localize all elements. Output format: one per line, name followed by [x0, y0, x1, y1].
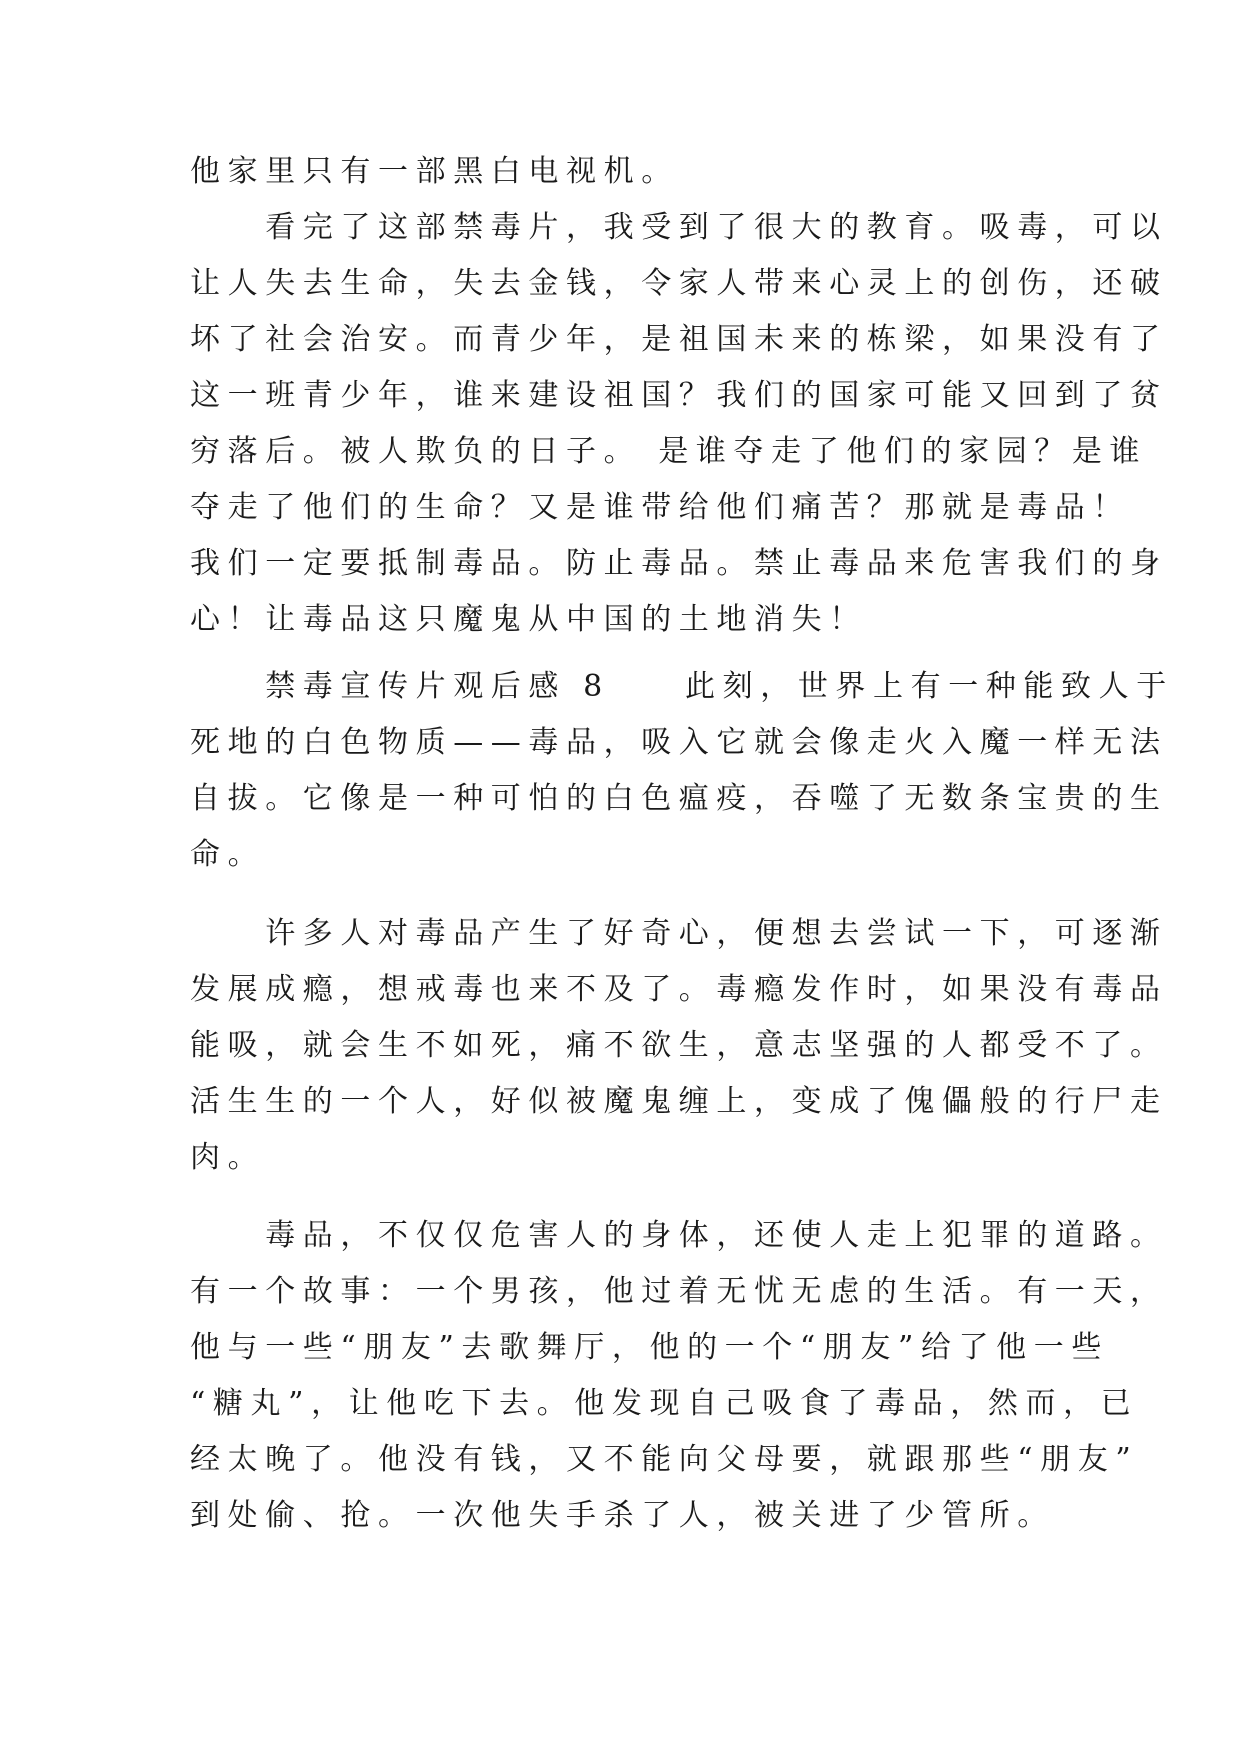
text-line: 有一个故事：一个男孩，他过着无忧无虑的生活。有一天，: [190, 1274, 1168, 1309]
text-line: 穷落后。被人欺负的日子。 是谁夺走了他们的家园？是谁: [190, 434, 1148, 469]
text-line: 命。: [190, 837, 266, 872]
text-line: 活生生的一个人，好似被魔鬼缠上，变成了傀儡般的行尸走: [190, 1084, 1168, 1119]
text-line: 坏了社会治安。而青少年，是祖国未来的栋梁，如果没有了: [190, 322, 1168, 357]
text-line: 这一班青少年，谁来建设祖国？我们的国家可能又回到了贫: [190, 378, 1168, 413]
text-line: 夺走了他们的生命？又是谁带给他们痛苦？那就是毒品！: [190, 490, 1130, 525]
text-line: “糖丸”，让他吃下去。他发现自己吸食了毒品，然而，已: [190, 1386, 1139, 1421]
text-line: 看完了这部禁毒片，我受到了很大的教育。吸毒，可以: [190, 210, 1168, 245]
text-line: 到处偷、抢。一次他失手杀了人，被关进了少管所。: [190, 1498, 1055, 1533]
text-line: 他家里只有一部黑白电视机。: [190, 154, 679, 189]
text-line: 肉。: [190, 1140, 266, 1175]
text-line: 自拔。它像是一种可怕的白色瘟疫，吞噬了无数条宝贵的生: [190, 781, 1168, 816]
text-line: 禁毒宣传片观后感 8 此刻，世界上有一种能致人于: [190, 669, 1174, 704]
text-line: 发展成瘾，想戒毒也来不及了。毒瘾发作时，如果没有毒品: [190, 972, 1168, 1007]
text-line: 心！让毒品这只魔鬼从中国的土地消失！: [190, 602, 867, 637]
text-line: 能吸，就会生不如死，痛不欲生，意志坚强的人都受不了。: [190, 1028, 1168, 1063]
text-line: 许多人对毒品产生了好奇心，便想去尝试一下，可逐渐: [190, 916, 1168, 951]
text-line: 我们一定要抵制毒品。防止毒品。禁止毒品来危害我们的身: [190, 546, 1168, 581]
text-line: 他与一些“朋友”去歌舞厅，他的一个“朋友”给了他一些: [190, 1330, 1109, 1365]
text-line: 毒品，不仅仅危害人的身体，还使人走上犯罪的道路。: [190, 1218, 1168, 1253]
text-line: 死地的白色物质——毒品，吸入它就会像走火入魔一样无法: [190, 725, 1168, 760]
text-line: 让人失去生命，失去金钱，令家人带来心灵上的创伤，还破: [190, 266, 1168, 301]
text-line: 经太晚了。他没有钱，又不能向父母要，就跟那些“朋友”: [190, 1442, 1139, 1477]
